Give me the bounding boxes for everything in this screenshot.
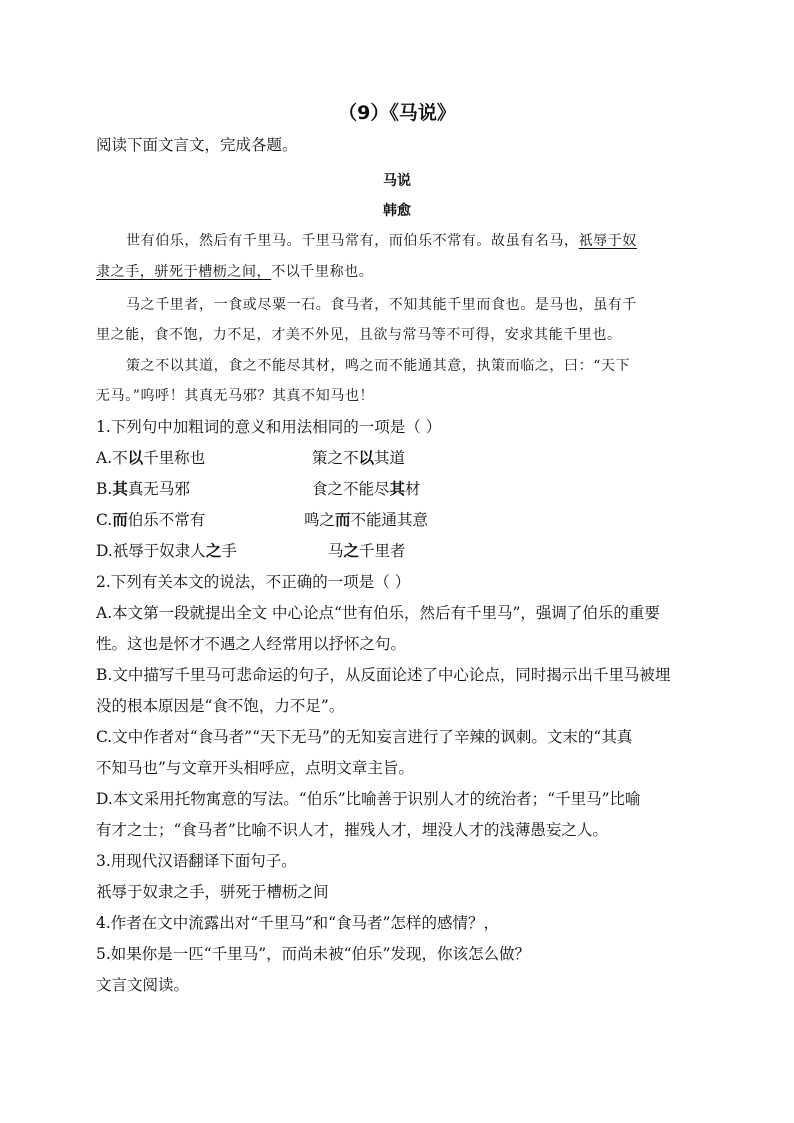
- question-1-option-c: [96, 509, 205, 531]
- question-2-option-c-line-2: 不知马也”与文章开头相呼应，点明文章主旨。: [96, 759, 414, 777]
- question-2-option-a-line-1: A.本文第一段就提出全文 中心论点“世有伯乐，然后有千里马”，强调了伯乐的重要: [96, 604, 660, 622]
- passage-paragraph-3-line-2: 无马。”呜呼！其真无马邪？其真不知马也！: [96, 388, 375, 404]
- underlined-phrase: 隶之手，骈死于槽枥之间，: [96, 264, 272, 280]
- question-1-option-d-compare: [328, 540, 406, 562]
- option-text: 伯乐不常有: [127, 511, 206, 529]
- option-text: 其道: [374, 449, 406, 467]
- question-1-option-b-compare: [312, 478, 421, 500]
- question-1-option-d: [96, 540, 237, 562]
- question-2-option-d-line-2: 有才之士；“食马者”比喻不识人才，摧残人才，埋没人才的浅薄愚妄之人。: [96, 821, 608, 839]
- passage-author: 韩愈: [383, 203, 411, 219]
- question-2-stem: 2.下列有关本文的说法，不正确的一项是（ ）: [96, 573, 411, 591]
- question-1-option-c-compare: [304, 509, 428, 531]
- bold-word: 而: [335, 510, 351, 529]
- question-2-option-a-line-2: 性。这也是怀才不遇之人经常用以抒怀之句。: [96, 635, 407, 653]
- option-text: C.: [96, 511, 113, 529]
- option-text: B.: [96, 480, 113, 498]
- passage-paragraph-3-line-1: 策之不以其道，食之不能尽其材，鸣之而不能通其意，执策而临之，曰：“天下: [126, 358, 631, 374]
- bold-word: 而: [112, 510, 128, 529]
- page-title: （9）《马说》: [338, 102, 456, 124]
- bold-word: 以: [358, 448, 375, 467]
- passage-text: 世有伯乐，然后有千里马。千里马常有，而伯乐不常有。故虽有名马，: [126, 233, 579, 249]
- option-text: D.祇辱于奴隶人: [96, 542, 206, 560]
- option-text: 千里者: [359, 542, 406, 560]
- passage-text: 不以千里称也。: [271, 264, 374, 280]
- passage-title: 马说: [383, 173, 411, 189]
- instruction-text: 阅读下面文言文，完成各题。: [96, 136, 298, 154]
- option-text: 马: [328, 542, 344, 560]
- footer-note: 文言文阅读。: [96, 976, 190, 994]
- passage-paragraph-2-line-2: 里之能，食不饱，力不足，才美不外见，且欲与常马等不可得，安求其能千里也。: [96, 327, 622, 343]
- question-2-option-b-line-2: 没的根本原因是“食不饱，力不足”。: [96, 697, 345, 715]
- passage-paragraph-1-line-1: [126, 230, 637, 252]
- question-2-option-b-line-1: B.文中描写千里马可悲命运的句子，从反面论述了中心论点，同时揭示出千里马被埋: [96, 666, 671, 684]
- bold-word: 其: [389, 479, 406, 498]
- question-1-option-a-compare: [312, 447, 405, 469]
- bold-word: 之: [205, 541, 222, 560]
- question-3-sentence: 祇辱于奴隶之手，骈死于槽枥之间: [96, 883, 329, 901]
- question-4-stem: 4.作者在文中流露出对“千里马”和“食马者”怎样的感情？，: [96, 914, 499, 932]
- bold-word: 之: [343, 541, 360, 560]
- option-text: 鸣之: [304, 511, 336, 529]
- bold-word: 以: [127, 448, 144, 467]
- option-text: A.不: [96, 449, 128, 467]
- question-3-stem: 3.用现代汉语翻译下面句子。: [96, 852, 297, 870]
- option-text: 手: [221, 542, 237, 560]
- option-text: 策之不: [312, 449, 359, 467]
- underlined-phrase: 祇辱于奴: [578, 233, 638, 249]
- passage-paragraph-2-line-1: 马之千里者，一食或尽粟一石。食马者，不知其能千里而食也。是马也，虽有千: [126, 297, 637, 313]
- question-2-option-d-line-1: D.本文采用托物寓意的写法。“伯乐”比喻善于识别人才的统治者；“千里马”比喻: [96, 790, 641, 808]
- passage-paragraph-1-line-2: [96, 261, 373, 283]
- question-1-stem: 1.下列句中加粗词的意义和用法相同的一项是（ ）: [96, 418, 442, 436]
- question-5-stem: 5.如果你是一匹“千里马”，而尚未被“伯乐”发现，你该怎么做？: [96, 945, 530, 963]
- option-text: 材: [405, 480, 421, 498]
- question-2-option-c-line-1: C.文中作者对“食马者”“天下无马”的无知妄言进行了辛辣的讽刺。文末的“其真: [96, 728, 633, 746]
- option-text: 不能通其意: [350, 511, 429, 529]
- bold-word: 其: [112, 479, 128, 498]
- option-text: 真无马邪: [127, 480, 190, 498]
- question-1-option-b: [96, 478, 190, 500]
- question-1-option-a: [96, 447, 205, 469]
- option-text: 千里称也: [143, 449, 206, 467]
- option-text: 食之不能尽: [312, 480, 390, 498]
